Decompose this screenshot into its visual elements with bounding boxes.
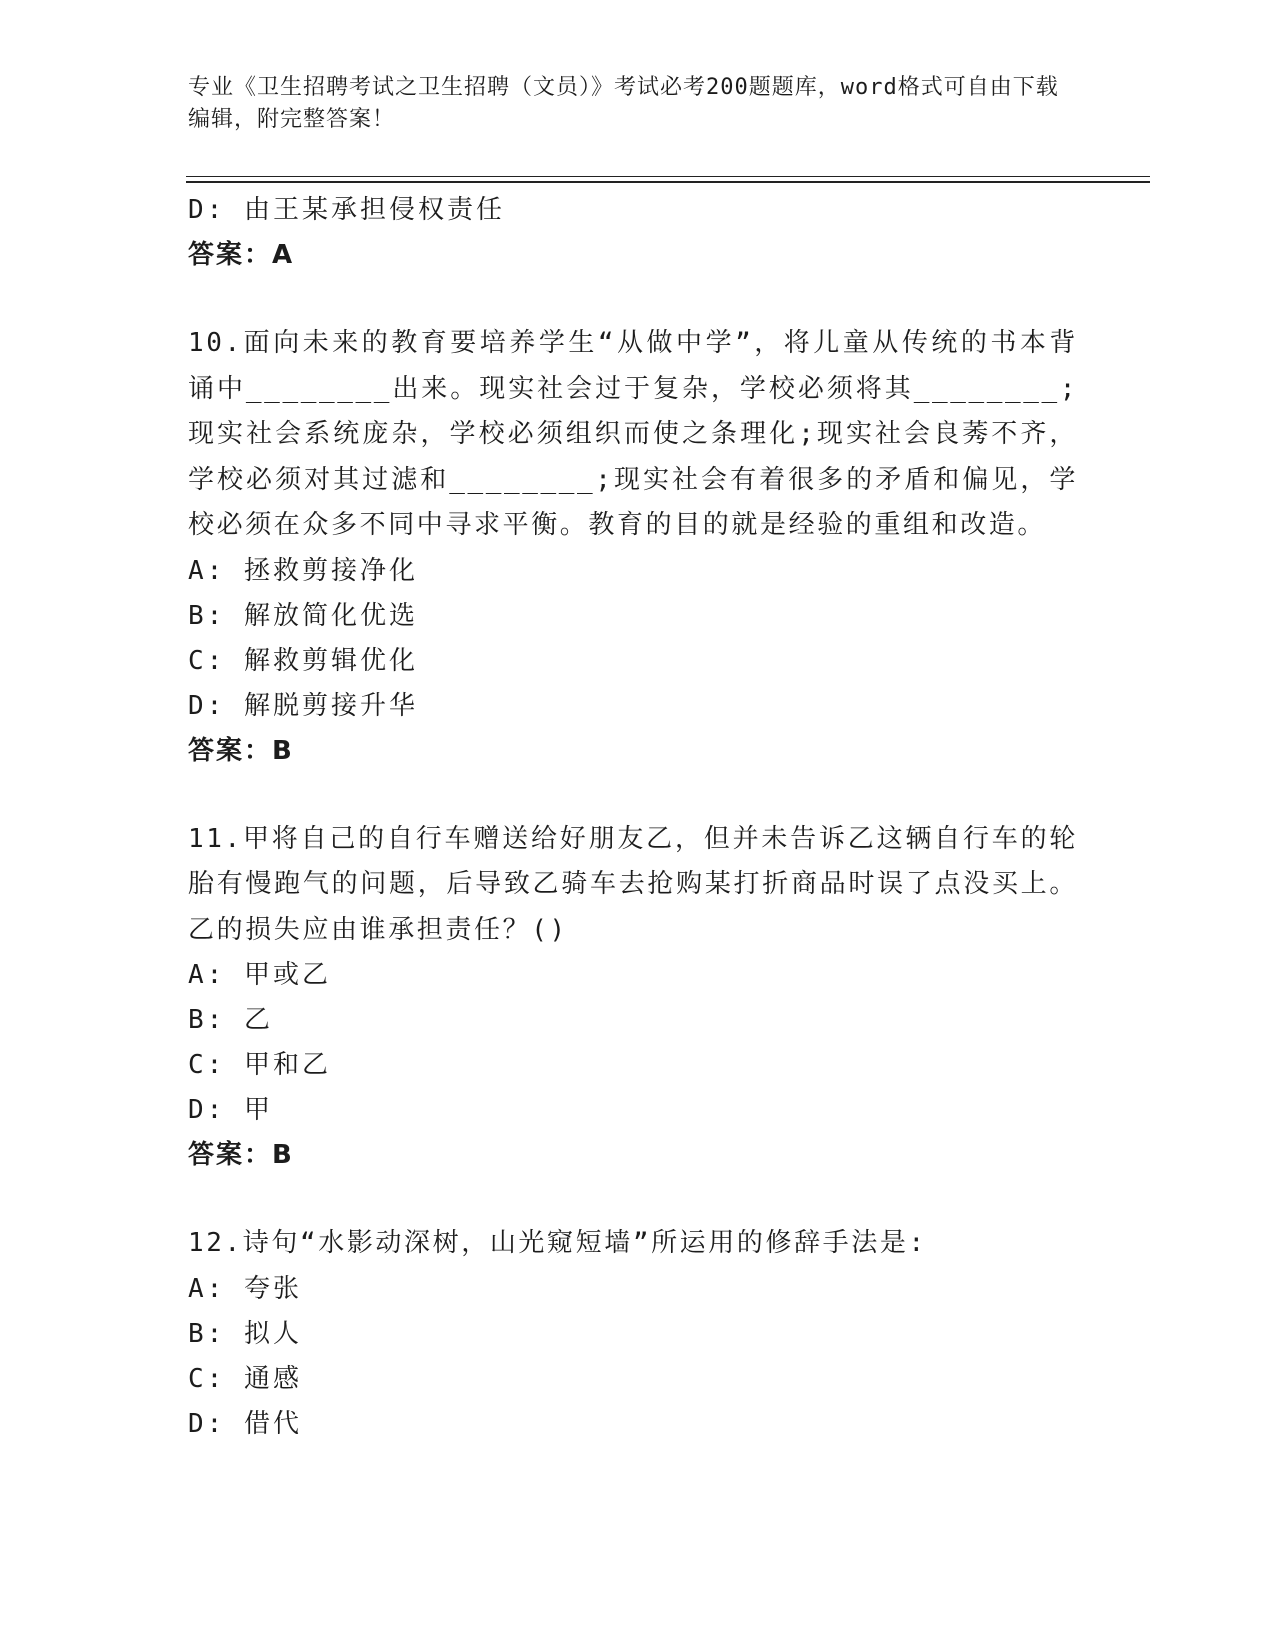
- question-11-answer: 答案：B: [188, 1140, 294, 1170]
- question-12-option-b: B: 拟人: [188, 1318, 302, 1349]
- header-divider-thick: [186, 181, 1150, 183]
- spacer: [188, 278, 1078, 321]
- document-header: 专业《卫生招聘考试之卫生招聘（文员）》考试必考200题题库，word格式可自由下载编辑，附完整答案！: [188, 75, 1059, 132]
- question-10-option-d: D: 解脱剪接升华: [188, 690, 418, 721]
- question-12-option-a: A: 夸张: [188, 1273, 302, 1304]
- question-11-option-b: B: 乙: [188, 1005, 273, 1035]
- question-11-option-d: D: 甲: [188, 1095, 273, 1125]
- spacer: [188, 774, 1078, 817]
- question-10-option-c: C: 解救剪辑优化: [188, 645, 418, 676]
- question-11-option-a: A: 甲或乙: [188, 960, 331, 990]
- question-12-option-d: D: 借代: [188, 1408, 302, 1439]
- question-10-option-a: A: 拯救剪接净化: [188, 555, 418, 586]
- question-10-answer: 答案：B: [188, 735, 294, 766]
- question-11-stem: 11.甲将自己的自行车赠送给好朋友乙，但并未告诉乙这辆自行车的轮胎有慢跑气的问题，后导致乙骑车去抢购某打折商品时误了点没买上。乙的损失应由谁承担责任？(): [188, 823, 1078, 945]
- question-12-stem: 12.诗句“水影动深树，山光窥短墙”所运用的修辞手法是:: [188, 1228, 927, 1258]
- spacer: [188, 1178, 1078, 1221]
- prev-question-option-d: D: 由王某承担侵权责任: [188, 195, 505, 225]
- question-12-option-c: C: 通感: [188, 1363, 302, 1394]
- document-body: [188, 188, 1078, 1447]
- prev-question-answer: 答案：A: [188, 240, 295, 270]
- header-divider-thin: [186, 176, 1150, 177]
- question-10-option-b: B: 解放简化优选: [188, 600, 418, 631]
- question-11-option-c: C: 甲和乙: [188, 1050, 331, 1080]
- question-10-stem: 10.面向未来的教育要培养学生“从做中学”，将儿童从传统的书本背诵中________出来。现实社会过于复杂，学校必须将其________;现实社会系统庞杂，学校必须组织而使之条理化;现实社会良莠不齐，学校必须对其过滤和________;现实社会有着很多的矛盾和偏见，学校必须在众多不同中寻求平衡。教育的目的就是经验的重组和改造。: [188, 328, 1078, 540]
